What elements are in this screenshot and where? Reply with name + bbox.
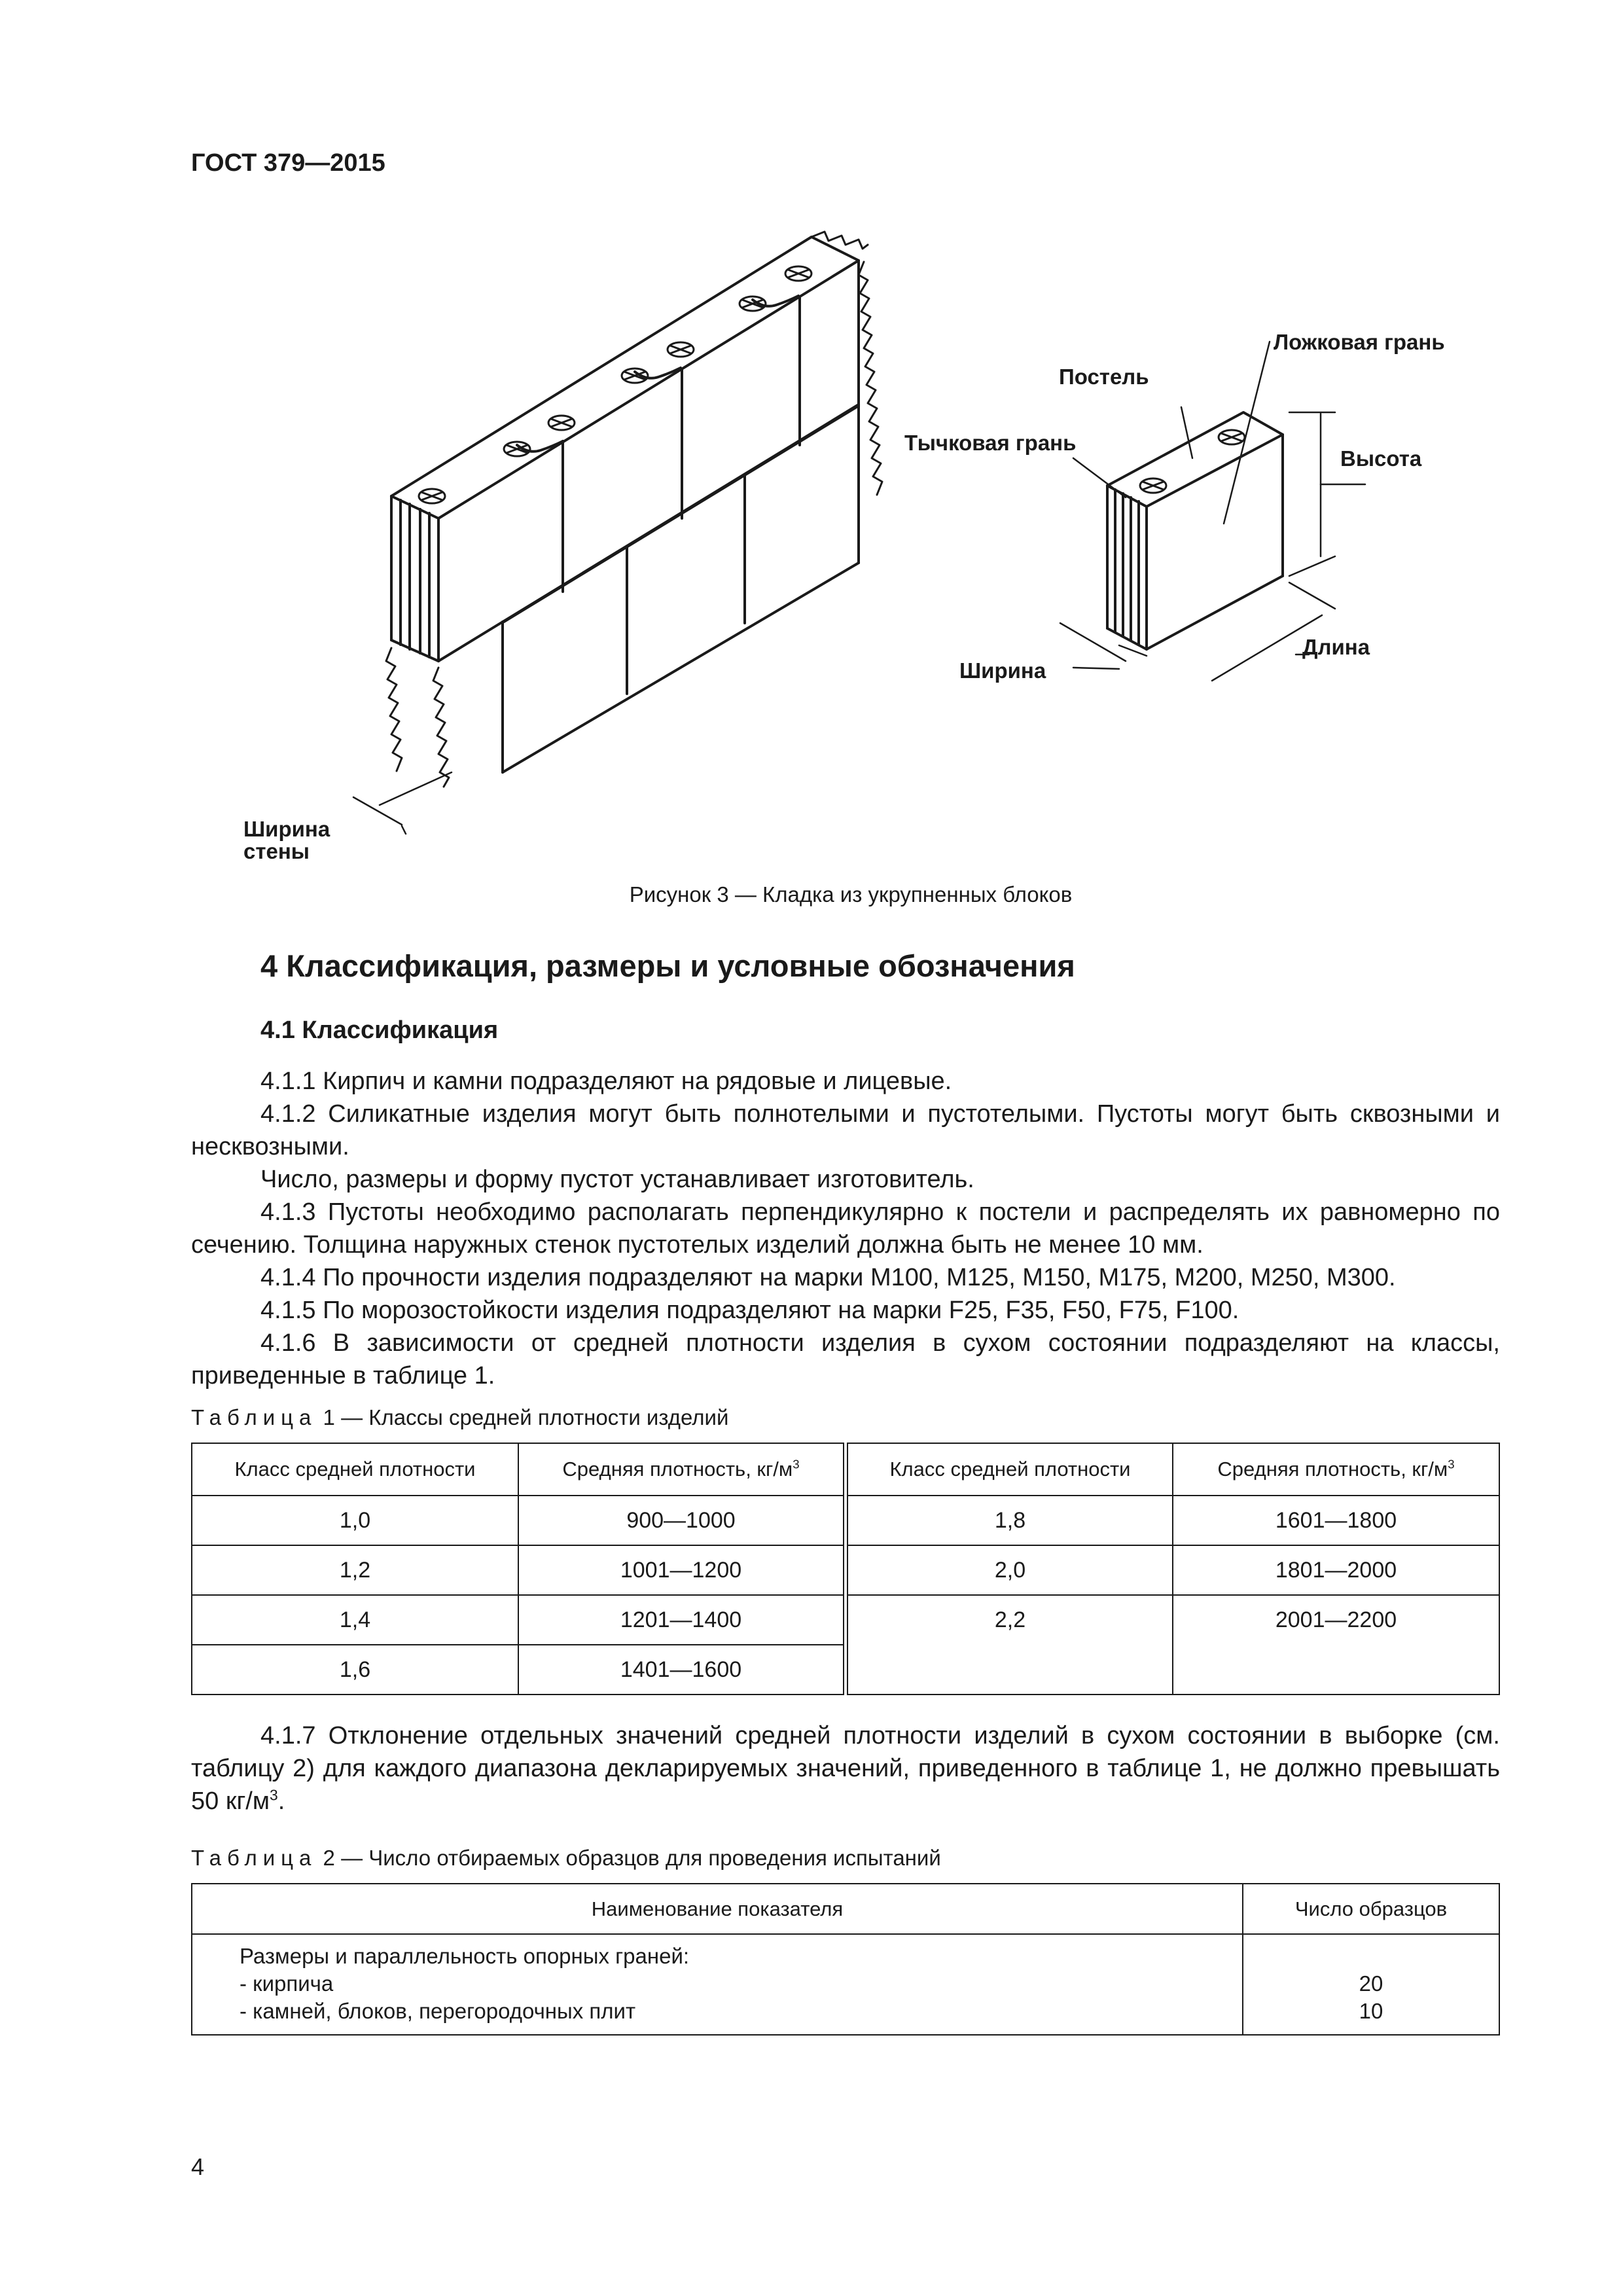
value-brick: 20: [1359, 1971, 1383, 1996]
col-header-class: Класс средней плотности: [192, 1443, 518, 1496]
label-header-face: Тычковая грань: [904, 431, 1077, 455]
paragraph-4-1-5: 4.1.5 По морозостойкости изделия подразделяют на марки F25, F35, F50, F75, F100.: [260, 1297, 1240, 1324]
paragraph-4-1-7-text: 4.1.7 Отклонение отдельных значений средней плотности изделий в сухом состоянии в выборке (см. таблицу 2) для каждого диапазона декларируемых значений, приведенного в таблице 1, не должно превышать 50 кг/м: [191, 1722, 1500, 1815]
table-cell: [192, 1934, 1243, 2035]
table-cell: 1601—1800: [1173, 1496, 1499, 1545]
table-cell: 900—1000: [518, 1496, 844, 1545]
paragraph-4-1-1: 4.1.1 Кирпич и камни подразделяют на рядовые и лицевые.: [260, 1067, 952, 1095]
table-cell: 1,0: [192, 1496, 518, 1545]
col-header-density-text: Средняя плотность, кг/м: [562, 1458, 793, 1480]
col-header-density-2-text: Средняя плотность, кг/м: [1217, 1458, 1448, 1480]
col-header-density: [518, 1443, 844, 1496]
label-wall-width-1: Ширина: [243, 817, 330, 841]
table-cell: 1,4: [192, 1595, 518, 1645]
row-item-brick: - кирпича: [240, 1971, 334, 1996]
table-cell: 2001—2200: [1173, 1595, 1499, 1695]
table-cell: 1401—1600: [518, 1645, 844, 1695]
paragraph-4-1-7-end: .: [277, 1787, 285, 1815]
label-height: Высота: [1340, 446, 1422, 471]
label-bed: Постель: [1059, 365, 1149, 389]
table-row: [192, 1545, 1499, 1595]
table-row: [192, 1595, 1499, 1645]
table-cell: 1,2: [192, 1545, 518, 1595]
table-cell: 1,6: [192, 1645, 518, 1695]
paragraph-4-1-7-sup: 3: [270, 1786, 278, 1804]
table-cell: 1801—2000: [1173, 1545, 1499, 1595]
table-row: [192, 1496, 1499, 1545]
table1-caption-text: 1 — Классы средней плотности изделий: [317, 1405, 729, 1429]
sample-count-table: [191, 1883, 1500, 2036]
table2-caption-text: 2 — Число отбираемых образцов для проведения испытаний: [317, 1846, 941, 1870]
paragraph-4-1-2: 4.1.2 Силикатные изделия могут быть полнотелыми и пустотелыми. Пустоты могут быть сквозными и несквозными.: [191, 1100, 1500, 1160]
col-header-density-2-sup: 3: [1448, 1457, 1455, 1471]
paragraph-4-1-4: 4.1.4 По прочности изделия подразделяют на марки М100, М125, М150, М175, М200, М250, М300.: [260, 1264, 1396, 1291]
value-stones: 10: [1359, 1999, 1383, 2023]
table1-caption: [191, 1405, 728, 1430]
col-header-class-2: Класс средней плотности: [847, 1443, 1173, 1496]
table-cell: 2,0: [847, 1545, 1173, 1595]
label-stretcher-face: Ложковая грань: [1274, 330, 1445, 354]
col-header-density-sup: 3: [793, 1457, 800, 1471]
paragraph-voids: Число, размеры и форму пустот устанавливает изготовитель.: [260, 1166, 974, 1193]
label-length: Длина: [1302, 635, 1370, 659]
table-gap: [844, 1645, 847, 1695]
paragraph-4-1-6: 4.1.6 В зависимости от средней плотности изделия в сухом состоянии подразделяют на классы, приведенные в таблице 1.: [191, 1329, 1500, 1390]
figure-caption: Рисунок 3 — Кладка из укрупненных блоков: [629, 882, 1073, 906]
col-header-indicator: Наименование показателя: [192, 1884, 1243, 1934]
table-cell: 1,8: [847, 1496, 1173, 1545]
density-class-table: [191, 1443, 1500, 1695]
page-number: 4: [191, 2153, 205, 2180]
paragraph-4-1-3: 4.1.3 Пустоты необходимо располагать перпендикулярно к постели и распределять их равномерно по сечению. Толщина наружных стенок пустотелых изделий должна быть не менее 10 мм.: [191, 1198, 1500, 1259]
document-code-header: ГОСТ 379—2015: [191, 149, 385, 177]
row-item-stones: - камней, блоков, перегородочных плит: [240, 1999, 636, 2023]
table-header-row: [192, 1443, 1499, 1496]
table-cell: 1001—1200: [518, 1545, 844, 1595]
single-block-drawing: [1060, 342, 1365, 681]
table-row: [192, 1934, 1499, 2035]
table-cell: 2,2: [847, 1595, 1173, 1695]
table2-caption: [191, 1846, 941, 1871]
paragraph-4-1-7: [191, 1719, 1500, 1818]
subsection-title: 4.1 Классификация: [260, 1016, 499, 1044]
label-width: Ширина: [959, 658, 1046, 683]
section-title: 4 Классификация, размеры и условные обозначения: [260, 948, 1075, 983]
row-title: Размеры и параллельность опорных граней:: [240, 1944, 690, 1968]
col-header-density-2: [1173, 1443, 1499, 1496]
label-wall-width-2: стены: [243, 839, 310, 863]
block-wall-drawing: [353, 232, 882, 834]
table-cell: 1201—1400: [518, 1595, 844, 1645]
table1-caption-prefix: Таблица: [191, 1405, 317, 1429]
masonry-figure: [0, 0, 1623, 877]
table2-caption-prefix: Таблица: [191, 1846, 317, 1870]
col-header-count: Число образцов: [1243, 1884, 1499, 1934]
table-cell: [1243, 1934, 1499, 2035]
table-header-row: [192, 1884, 1499, 1934]
